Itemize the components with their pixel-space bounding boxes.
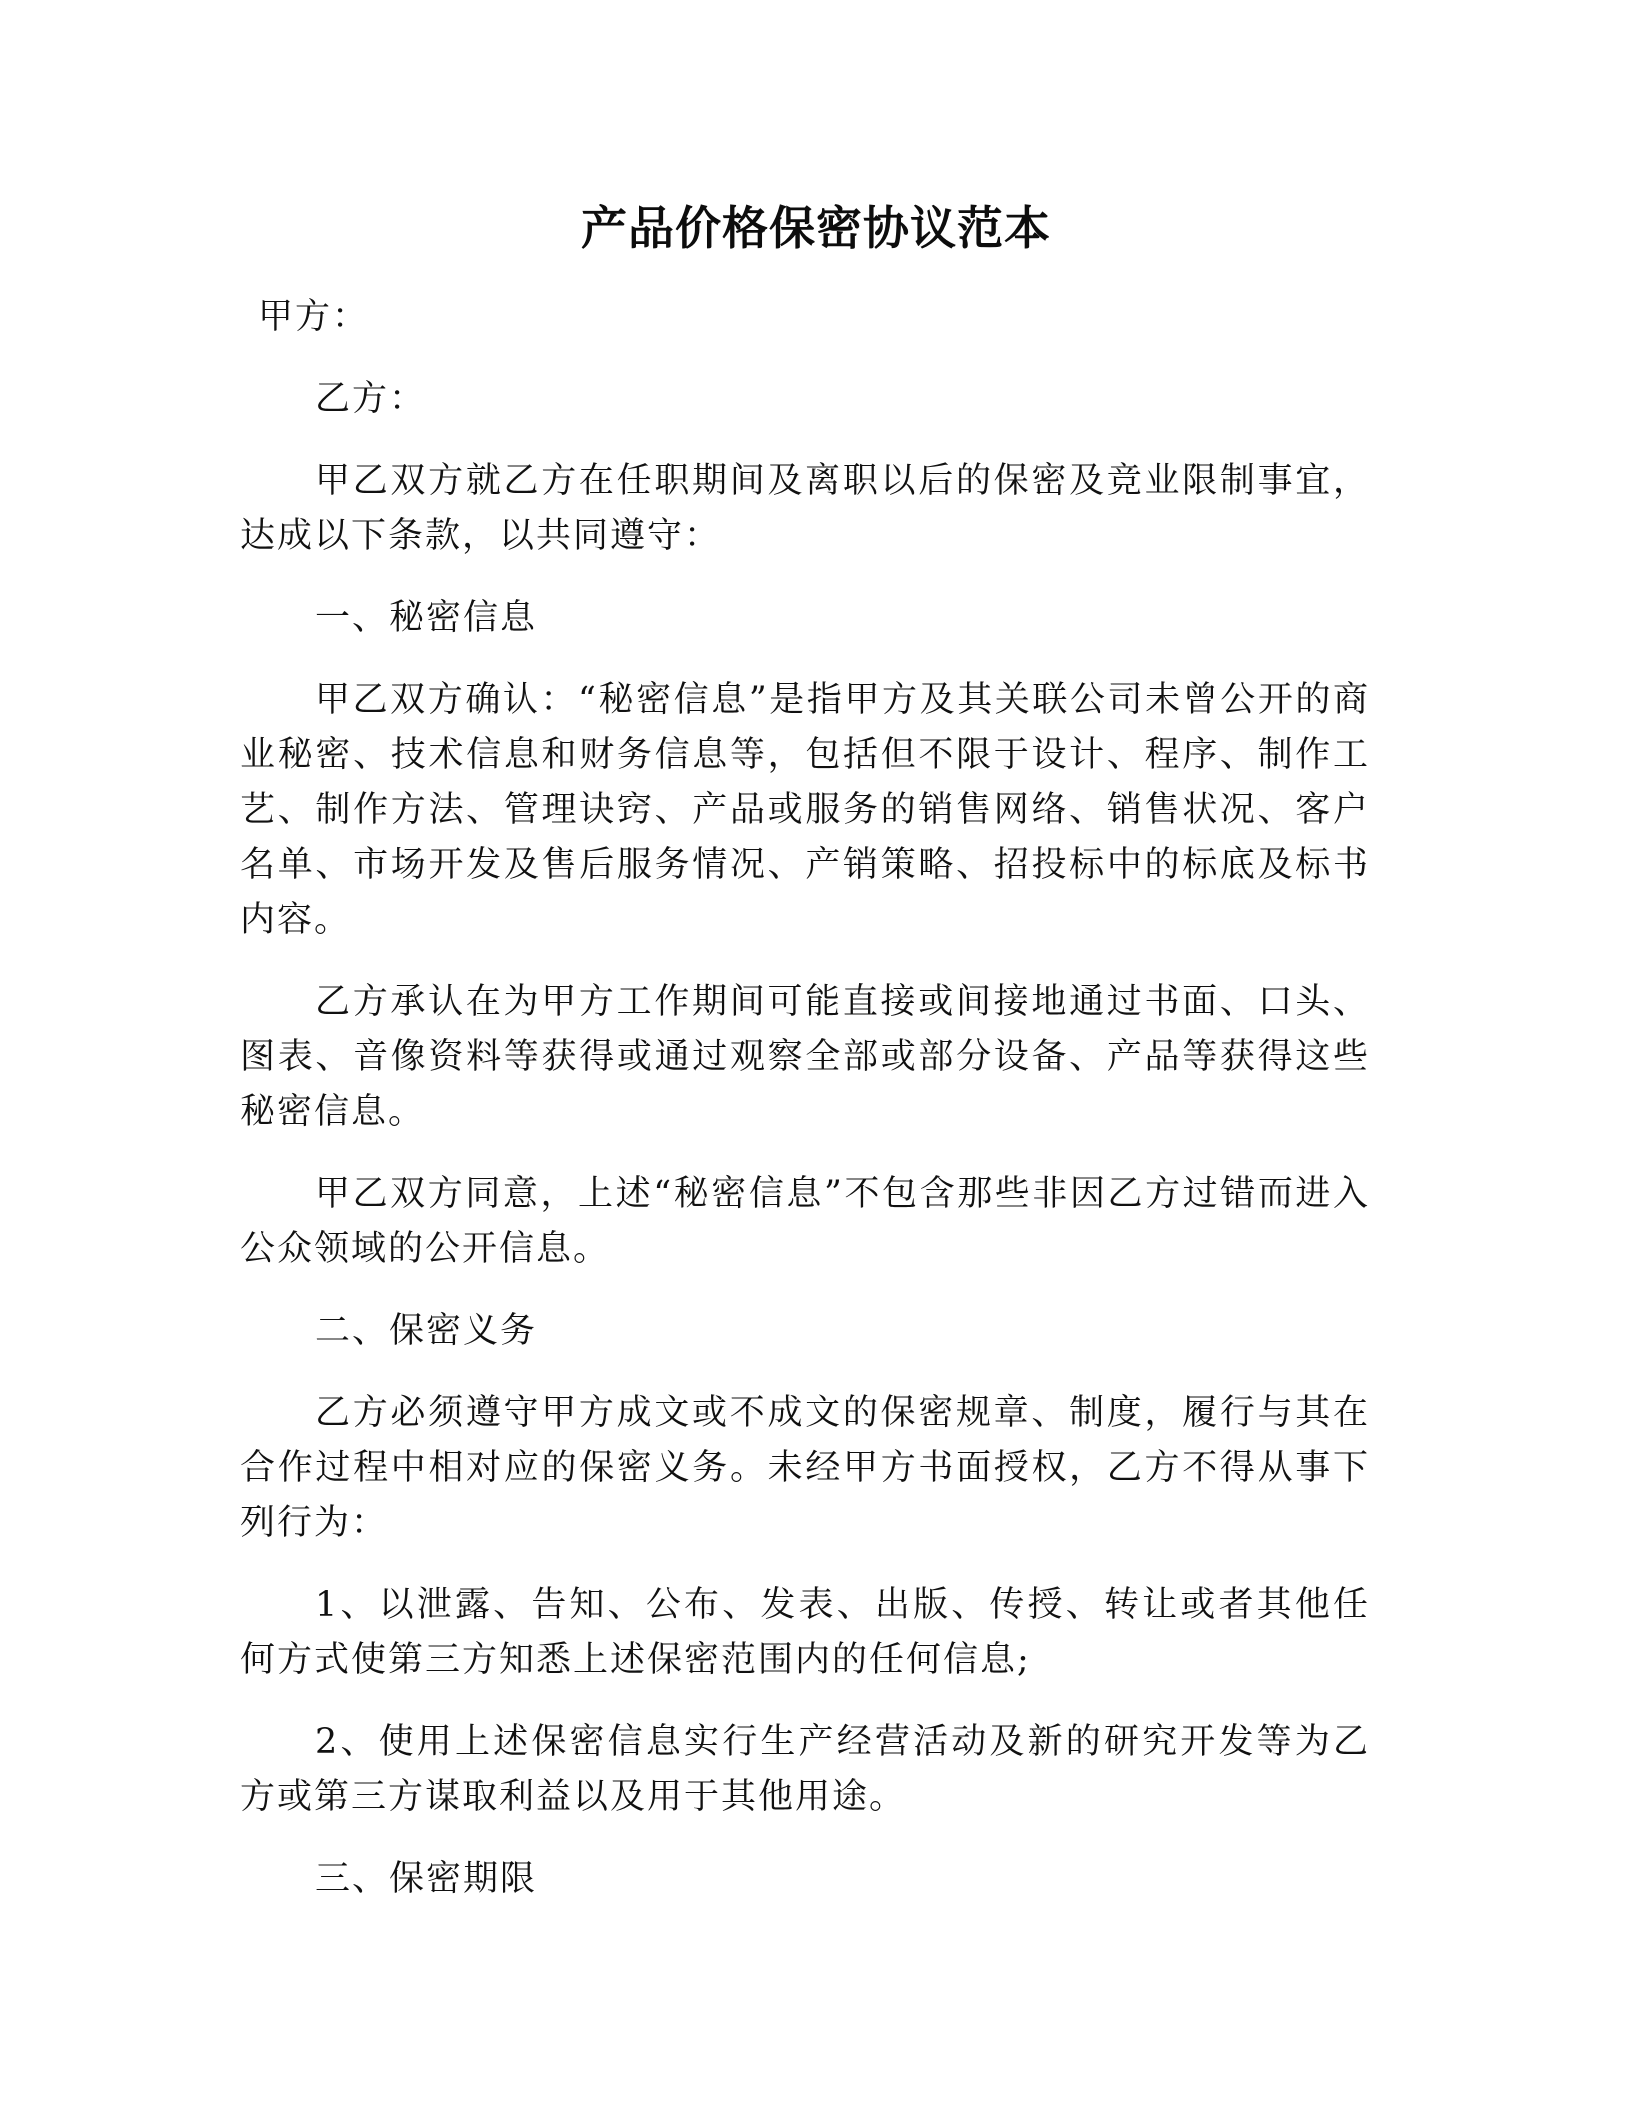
obligation-item-2: 2、使用上述保密信息实行生产经营活动及新的研究开发等为乙方或第三方谋取利益以及用于其他用途。 — [240, 1722, 1370, 1817]
party-a-line: 甲方： — [258, 297, 370, 337]
paragraph-definition: 甲乙双方确认：“秘密信息”是指甲方及其关联公司未曾公开的商业秘密、技术信息和财务信息等，包括但不限于设计、程序、制作工艺、制作方法、管理诀窍、产品或服务的销售网络、销售状况、客户名单、市场开发及售后服务情况、产销策略、招投标中的标底及标书内容。 — [240, 680, 1370, 940]
party-b-line: 乙方： — [315, 379, 427, 419]
section-heading-confidential-info: 一、秘密信息 — [315, 598, 538, 638]
obligation-item-1: 1、以泄露、告知、公布、发表、出版、传授、转让或者其他任何方式使第三方知悉上述保密范围内的任何信息; — [240, 1585, 1370, 1680]
paragraph-obligations: 乙方必须遵守甲方成文或不成文的保密规章、制度，履行与其在合作过程中相对应的保密义务。未经甲方书面授权，乙方不得从事下列行为： — [240, 1393, 1370, 1543]
section-heading-term: 三、保密期限 — [315, 1859, 538, 1899]
document-body — [240, 290, 1370, 1934]
document-title: 产品价格保密协议范本 — [581, 201, 1051, 255]
paragraph-acknowledgement: 乙方承认在为甲方工作期间可能直接或间接地通过书面、口头、图表、音像资料等获得或通过观察全部或部分设备、产品等获得这些秘密信息。 — [240, 982, 1370, 1132]
intro-paragraph: 甲乙双方就乙方在任职期间及离职以后的保密及竞业限制事宜，达成以下条款，以共同遵守： — [240, 461, 1370, 556]
section-heading-obligations: 二、保密义务 — [315, 1311, 538, 1351]
paragraph-exclusion: 甲乙双方同意，上述“秘密信息”不包含那些非因乙方过错而进入公众领域的公开信息。 — [240, 1174, 1370, 1269]
